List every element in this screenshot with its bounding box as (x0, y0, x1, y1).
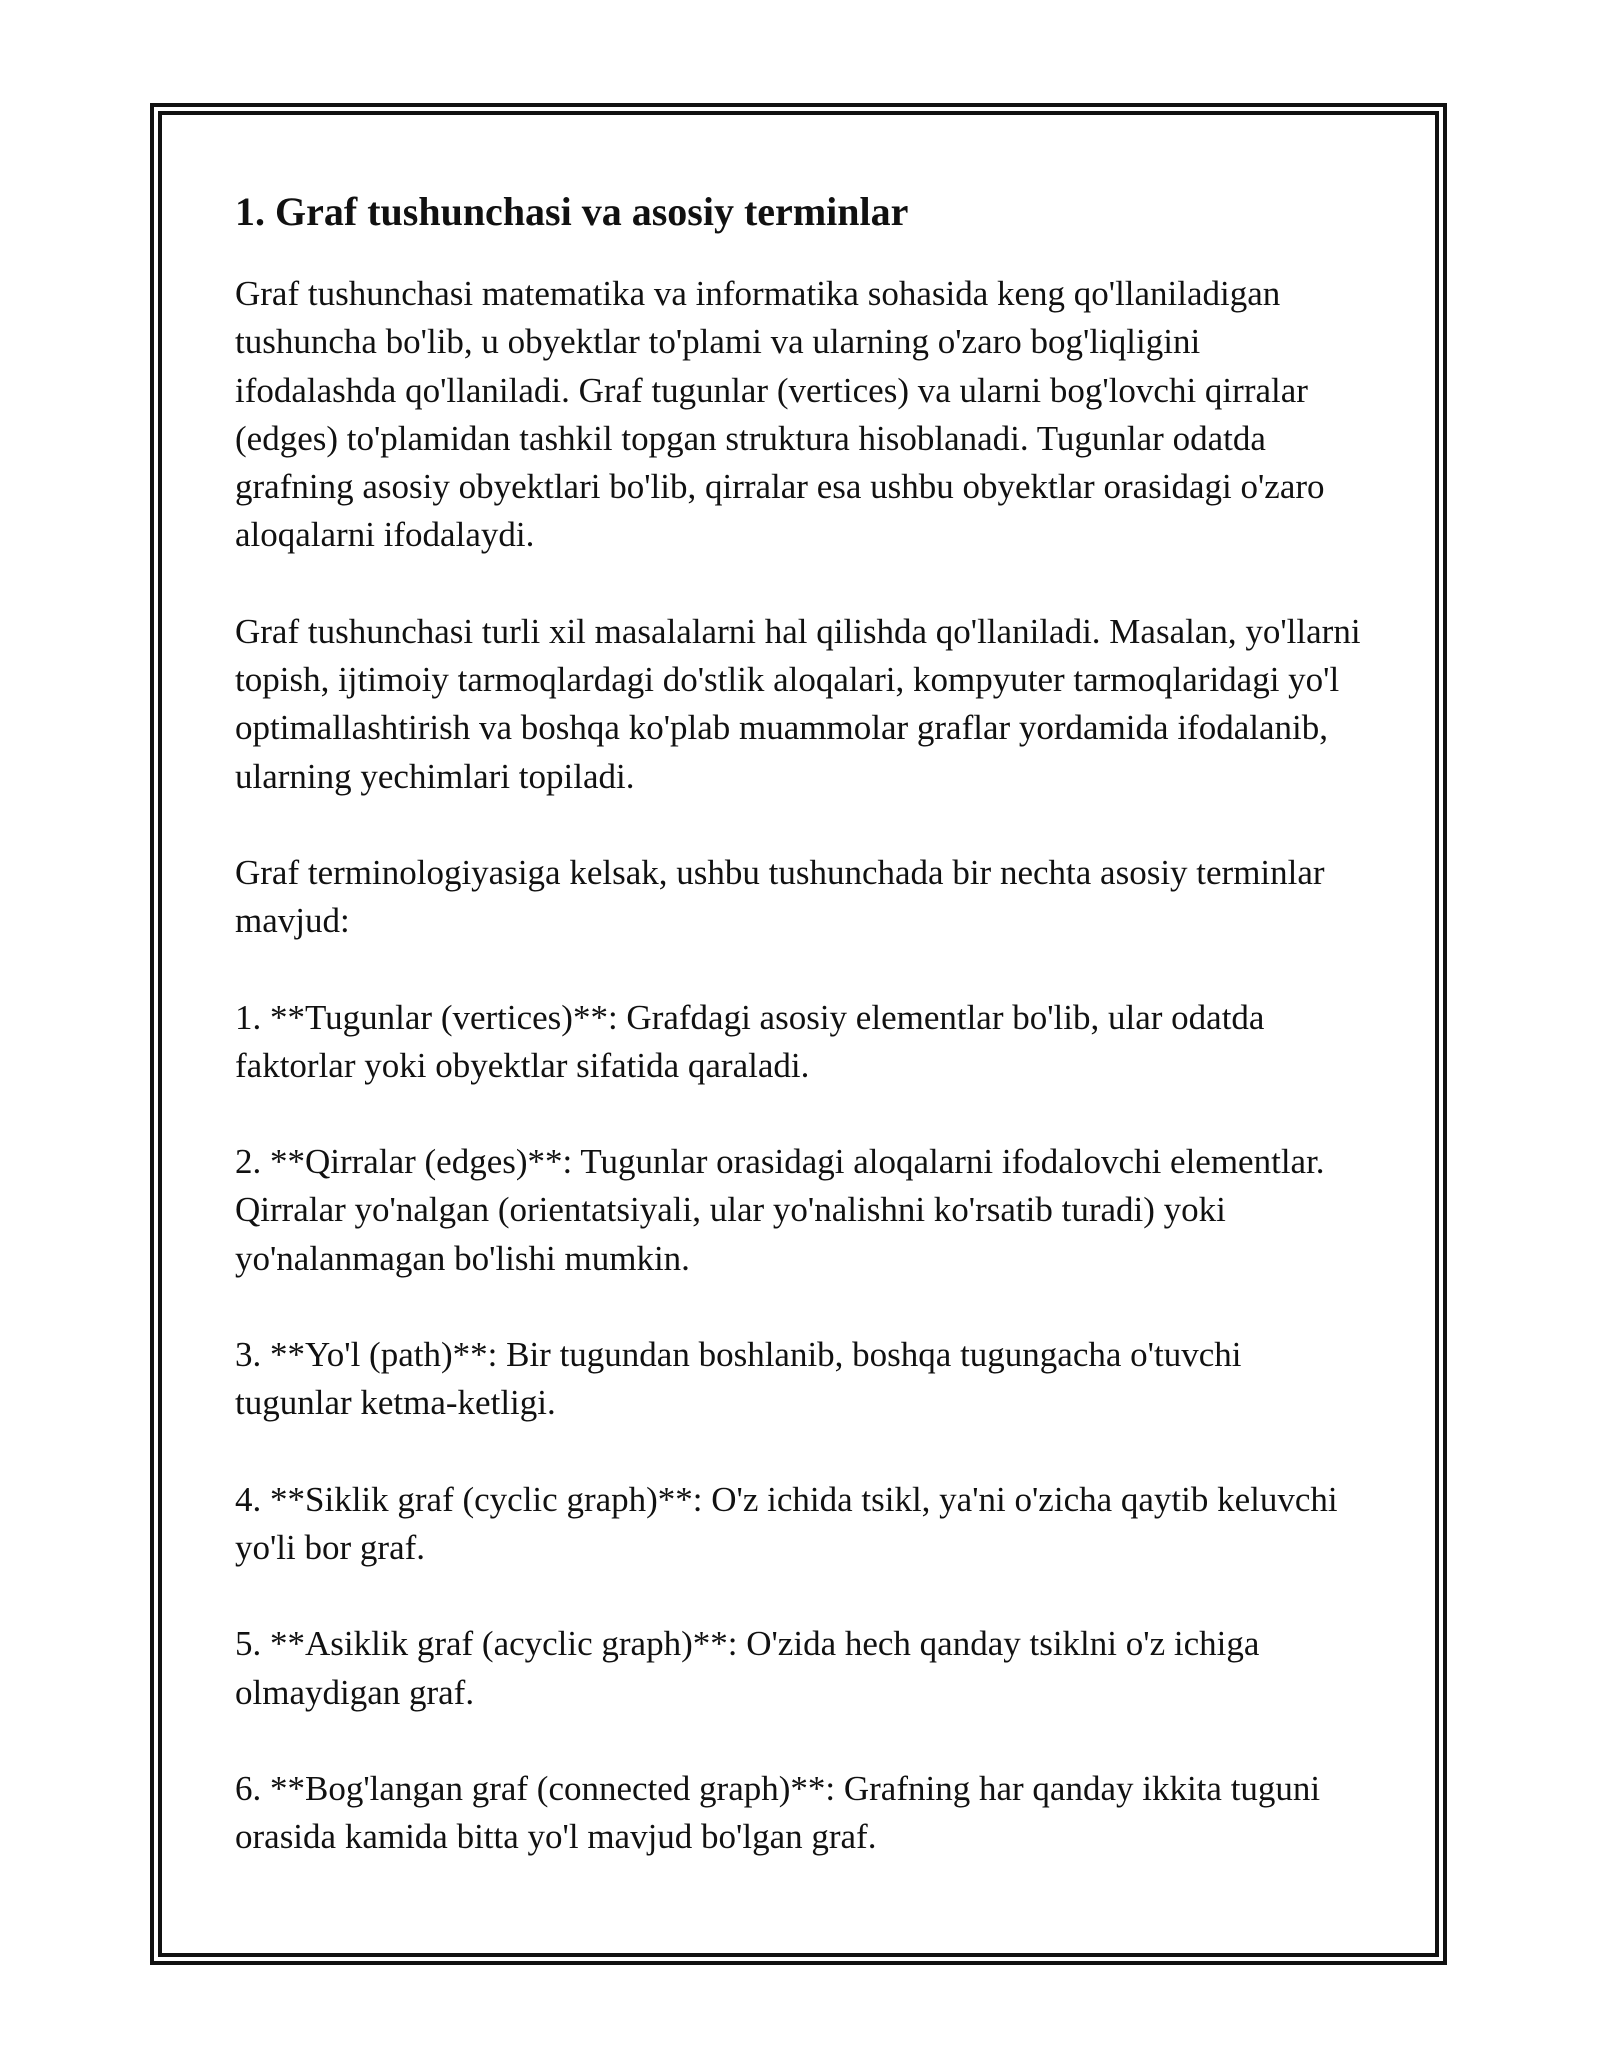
document-body (235, 184, 1365, 1909)
applications-paragraph: Graf tushunchasi turli xil masalalarni hal qilishda qo'llaniladi. Masalan, yo'llarni topish, ijtimoiy tarmoqlardagi do'stlik aloqalari, kompyuter tarmoqlaridagi yo'l optimallashtirish va boshqa ko'plab muammolar graflar yordamida ifodalanib, ularning yechimlari topiladi. (235, 611, 1361, 796)
term-item-path: 3. **Yo'l (path)**: Bir tugundan boshlanib, boshqa tugungacha o'tuvchi tugunlar ketma-ketligi. (235, 1335, 1242, 1423)
term-item-vertices: 1. **Tugunlar (vertices)**: Grafdagi asosiy elementlar bo'lib, ular odatda faktorlar yoki obyektlar sifatida qaraladi. (235, 997, 1265, 1085)
term-item-connected-graph: 6. **Bog'langan graf (connected graph)**: Grafning har qanday ikkita tuguni orasida kamida bitta yo'l mavjud bo'lgan graf. (235, 1768, 1321, 1857)
section-heading: 1. Graf tushunchasi va asosiy terminlar (235, 189, 909, 234)
intro-paragraph: Graf tushunchasi matematika va informatika sohasida keng qo'llaniladigan tushuncha bo'lib, u obyektlar to'plami va ularning o'zaro bog'liqligini ifodalashda qo'llaniladi. Graf tugunlar (vertices) va ularni bog'lovchi qirralar (edges) to'plamidan tashkil topgan struktura hisoblanadi. Tugunlar odatda grafning asosiy obyektlari bo'lib, qirralar esa ushbu obyektlar orasidagi o'zaro aloqalarni ifodalaydi. (235, 274, 1325, 555)
terminology-intro-paragraph: Graf terminologiyasiga kelsak, ushbu tushunchada bir nechta asosiy terminlar mavjud: (235, 852, 1325, 941)
term-item-acyclic-graph: 5. **Asiklik graf (acyclic graph)**: O'zida hech qanday tsiklni o'z ichiga olmaydigan graf. (235, 1624, 1260, 1712)
term-item-cyclic-graph: 4. **Siklik graf (cyclic graph)**: O'z ichida tsikl, ya'ni o'zicha qaytib keluvchi yo'li bor graf. (235, 1479, 1338, 1567)
term-item-edges: 2. **Qirralar (edges)**: Tugunlar orasidagi aloqalarni ifodalovchi elementlar. Qirralar yo'nalgan (orientatsiyali, ular yo'nalishni ko'rsatib turadi) yoki yo'nalanmagan bo'lishi mumkin. (235, 1142, 1325, 1278)
